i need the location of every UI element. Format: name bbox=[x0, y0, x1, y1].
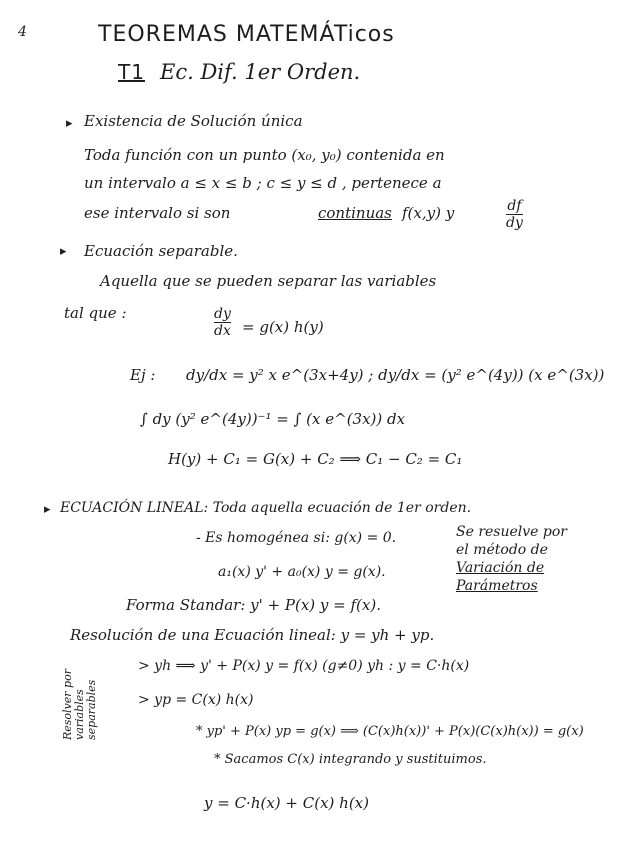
corner-mark: 4 bbox=[18, 24, 27, 40]
existence-line-1: Toda función con un punto (x₀, y₀) contenida en bbox=[84, 146, 445, 164]
example-label: Ej : bbox=[130, 366, 156, 384]
separable-heading: Ecuación separable. bbox=[84, 242, 238, 260]
linear-homogeneous: - Es homogénea si: g(x) = 0. bbox=[196, 530, 397, 546]
separable-fraction bbox=[214, 306, 231, 339]
bullet-icon: ▸ bbox=[66, 116, 73, 131]
method-note-2: el método de bbox=[456, 542, 548, 558]
resolution-line: Resolución de una Ecuación lineal: y = yh + yp. bbox=[70, 626, 435, 644]
side-note-line: Resolver por bbox=[61, 669, 74, 740]
side-note-line: separables bbox=[85, 679, 98, 740]
fraction-numerator: df bbox=[507, 198, 522, 214]
page-title: TEOREMAS MATEMÁTicos bbox=[98, 22, 395, 47]
existence-underlined: continuas bbox=[318, 204, 392, 222]
method-note-1: Se resuelve por bbox=[456, 524, 567, 540]
fraction-numerator: dy bbox=[214, 306, 231, 322]
linear-general-form: a₁(x) y' + a₀(x) y = g(x). bbox=[218, 564, 386, 580]
general-solution: y = C·h(x) + C(x) h(x) bbox=[204, 794, 369, 812]
method-note-4: Parámetros bbox=[456, 578, 538, 594]
existence-fraction bbox=[506, 198, 523, 231]
side-note bbox=[62, 669, 98, 740]
bullet-icon: ▸ bbox=[44, 502, 51, 517]
separable-line-1: Aquella que se pueden separar las variables bbox=[100, 272, 437, 290]
existence-heading: Existencia de Solución única bbox=[84, 112, 303, 130]
side-note-line: variables bbox=[73, 689, 86, 740]
existence-line-2: un intervalo a ≤ x ≤ b ; c ≤ y ≤ d , pertenece a bbox=[84, 174, 442, 192]
integral-equation: ∫ dy (y² e^(4y))⁻¹ = ∫ (x e^(3x)) dx bbox=[140, 410, 406, 428]
variation-equation: * yp' + P(x) yp = g(x) ⟹ (C(x)h(x))' + P(x)(C(x)h(x)) = g(x) bbox=[196, 724, 584, 739]
subtitle-tag: T1 bbox=[118, 60, 145, 84]
subtitle: Ec. Dif. 1er Orden. bbox=[160, 60, 361, 84]
fraction-denominator: dx bbox=[214, 323, 231, 339]
linear-heading: ECUACIÓN LINEAL: Toda aquella ecuación de 1er orden. bbox=[60, 500, 472, 516]
homogeneous-solution-line: > yh ⟹ y' + P(x) y = f(x) (g≠0) yh : y = C·h(x) bbox=[138, 658, 470, 674]
bullet-icon: ▸ bbox=[60, 244, 67, 259]
particular-solution-line: > yp = C(x) h(x) bbox=[138, 692, 254, 708]
separable-equation-rhs: = g(x) h(y) bbox=[242, 318, 324, 336]
existence-tail: f(x,y) y bbox=[402, 204, 455, 222]
method-note-3: Variación de bbox=[456, 560, 545, 576]
existence-line-3: ese intervalo si son bbox=[84, 204, 231, 222]
separable-line-2: tal que : bbox=[64, 304, 127, 322]
standard-form: Forma Standar: y' + P(x) y = f(x). bbox=[126, 596, 381, 614]
fraction-denominator: dy bbox=[506, 215, 523, 231]
integration-note: * Sacamos C(x) integrando y sustituimos. bbox=[214, 752, 487, 767]
result-equation: H(y) + C₁ = G(x) + C₂ ⟹ C₁ − C₂ = C₁ bbox=[168, 450, 463, 468]
example-equation: dy/dx = y² x e^(3x+4y) ; dy/dx = (y² e^(4y)) (x e^(3x)) bbox=[186, 366, 605, 384]
